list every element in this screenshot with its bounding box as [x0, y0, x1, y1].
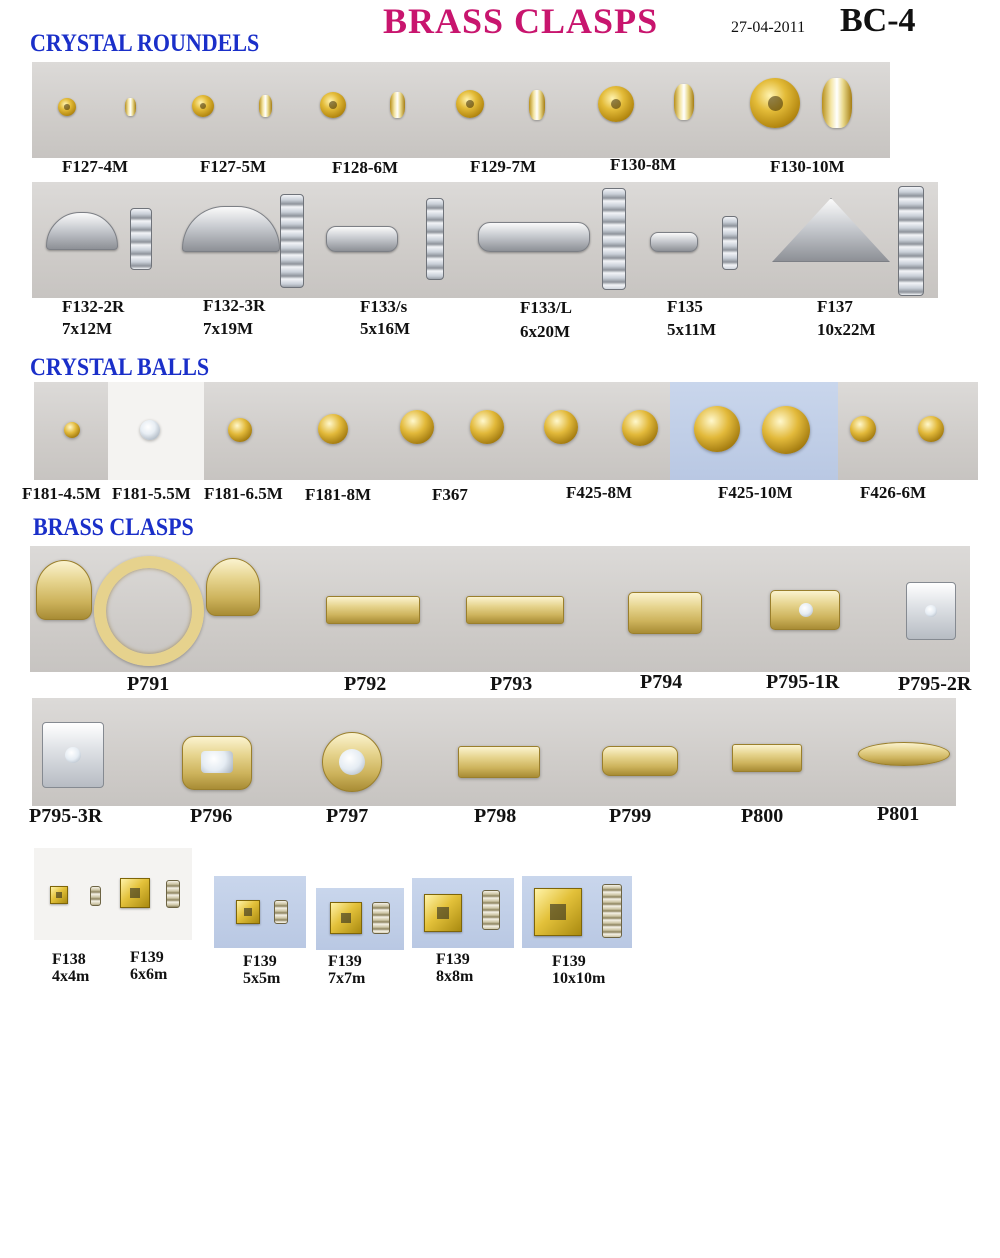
roundel-f127-4m-side-image: [125, 98, 136, 116]
ball-label-6: F425-8M: [566, 483, 633, 502]
square-f139-10x10-side-image: [602, 884, 622, 938]
roundel-f128-6m-image: [320, 92, 346, 118]
square-f139-7x7-image: [330, 902, 362, 934]
roundel-label-4: F129-7M: [470, 157, 537, 176]
clasp-p799-image: [602, 746, 678, 776]
ball-f181-6.5m-image: [228, 418, 252, 442]
square-size-5: 8x8m: [436, 968, 474, 985]
square-f138-side-image: [90, 886, 101, 906]
roundel-label-5: F130-8M: [610, 155, 677, 174]
roundel-label-1: F127-4M: [62, 157, 129, 176]
spacer-code-4: F133/L: [520, 298, 572, 317]
clasps-photo-row1: [30, 546, 970, 672]
spacer-size-3: 5x16M: [360, 319, 411, 338]
roundel-f130-8m-image: [598, 86, 634, 122]
clasp-label-p795-3r: P795-3R: [29, 805, 103, 827]
ball-white-bg: [108, 382, 204, 480]
clasp-p792-image: [326, 596, 420, 624]
ball-label-1: F181-4.5M: [22, 484, 101, 503]
spacer-code-1: F132-2R: [62, 297, 125, 316]
clasp-p793-image: [466, 596, 564, 624]
square-code-5: F139: [436, 951, 470, 968]
squares-photo-3: [316, 888, 404, 950]
spacer-size-2: 7x19M: [203, 319, 254, 338]
ball-f367-image: [400, 410, 434, 444]
spacer-f133l-image: [478, 222, 590, 252]
ball-f425-10m-side-image: [762, 406, 810, 454]
clasp-p797-image: [322, 732, 382, 792]
spacer-f133l-side-image: [602, 188, 626, 290]
ball-f425-8m-side-image: [622, 410, 658, 446]
spacer-f132-3r-side-image: [280, 194, 304, 288]
square-f139-5x5-image: [236, 900, 260, 924]
ball-blue-bg: [670, 382, 838, 480]
spacer-code-2: F132-3R: [203, 296, 266, 315]
clasp-p795-2r-stone: [925, 605, 937, 617]
clasp-p795-3r-image: [42, 722, 104, 788]
clasp-label-p791: P791: [127, 673, 170, 695]
clasp-label-p792: P792: [344, 673, 387, 695]
clasp-label-p798: P798: [474, 805, 517, 827]
section-crystal-roundels: CRYSTAL ROUNDELS: [30, 30, 260, 57]
clasp-label-p799: P799: [609, 805, 652, 827]
ball-label-4: F181-8M: [305, 485, 372, 504]
catalog-code: BC-4: [840, 2, 916, 39]
ball-f426-6m-image: [850, 416, 876, 442]
clasp-p797-stone: [339, 749, 365, 775]
squares-photo-1: [34, 848, 192, 940]
squares-photo-4: [412, 878, 514, 948]
square-size-3: 5x5m: [243, 970, 281, 987]
spacer-f132-2r-image: [46, 212, 118, 250]
clasp-p791-cap-right-image: [206, 558, 260, 616]
square-size-4: 7x7m: [328, 970, 366, 987]
section-brass-clasps: BRASS CLASPS: [33, 514, 194, 541]
section-crystal-balls: CRYSTAL BALLS: [30, 354, 210, 381]
spacers-photo: [32, 182, 938, 298]
square-f139-7x7-side-image: [372, 902, 390, 934]
clasp-p795-2r-image: [906, 582, 956, 640]
square-code-1: F138: [52, 951, 86, 968]
clasp-label-p794: P794: [640, 671, 683, 693]
clasp-label-p793: P793: [490, 673, 533, 695]
squares-photo-5: [522, 876, 632, 948]
spacer-f132-2r-side-image: [130, 208, 152, 270]
spacer-size-1: 7x12M: [62, 319, 113, 338]
ball-label-7: F425-10M: [718, 483, 793, 502]
clasp-p794-image: [628, 592, 702, 634]
square-size-2: 6x6m: [130, 966, 168, 983]
clasp-p795-3r-stone: [65, 747, 81, 763]
clasp-label-p796: P796: [190, 805, 233, 827]
square-size-6: 10x10m: [552, 970, 606, 987]
roundel-f127-5m-side-image: [259, 95, 272, 117]
spacer-f135-side-image: [722, 216, 738, 270]
page-title: BRASS CLASPS: [383, 1, 659, 41]
ball-f425-8m-image: [544, 410, 578, 444]
roundel-f130-10m-side-image: [822, 78, 852, 128]
clasp-p800-image: [732, 744, 802, 772]
square-f139-8x8-image: [424, 894, 462, 932]
clasp-p798-image: [458, 746, 540, 778]
clasp-p796-image: [182, 736, 252, 790]
roundel-f127-4m-image: [58, 98, 76, 116]
square-code-6: F139: [552, 953, 586, 970]
square-code-3: F139: [243, 953, 277, 970]
clasps-photo-row2: [32, 698, 956, 806]
balls-photo: [34, 382, 978, 480]
spacer-f137-side-image: [898, 186, 924, 296]
clasp-p791-ring-image: [94, 556, 204, 666]
clasp-p791-cap-left-image: [36, 560, 92, 620]
square-code-4: F139: [328, 953, 362, 970]
roundel-f129-7m-image: [456, 90, 484, 118]
clasp-label-p795-2r: P795-2R: [898, 673, 972, 695]
clasp-p801-image: [858, 742, 950, 766]
spacer-f133s-side-image: [426, 198, 444, 280]
catalog-date: 27-04-2011: [731, 19, 806, 36]
roundel-f130-10m-image: [750, 78, 800, 128]
spacer-f132-3r-image: [182, 206, 280, 252]
ball-f181-8m-image: [318, 414, 348, 444]
clasp-p795-1r-stone: [799, 603, 813, 617]
spacer-code-6: F137: [817, 297, 853, 316]
spacer-f133s-image: [326, 226, 398, 252]
ball-f425-10m-image: [694, 406, 740, 452]
square-f139-5x5-side-image: [274, 900, 288, 924]
square-f139-6x6-image: [120, 878, 150, 908]
spacer-code-3: F133/s: [360, 297, 408, 316]
roundel-f128-6m-side-image: [390, 92, 405, 118]
roundel-f127-5m-image: [192, 95, 214, 117]
square-size-1: 4x4m: [52, 968, 90, 985]
ball-f181-4.5m-image: [64, 422, 80, 438]
clasp-p796-stone: [201, 751, 233, 773]
ball-f181-5.5m-image: [140, 420, 160, 440]
clasp-label-p797: P797: [326, 805, 369, 827]
square-code-2: F139: [130, 949, 164, 966]
clasp-label-p800: P800: [741, 805, 784, 827]
roundel-label-6: F130-10M: [770, 157, 845, 176]
roundel-f129-7m-side-image: [529, 90, 545, 120]
clasp-label-p795-1r: P795-1R: [766, 671, 840, 693]
ball-label-5: F367: [432, 485, 468, 504]
roundel-f130-8m-side-image: [674, 84, 694, 120]
ball-label-8: F426-6M: [860, 483, 927, 502]
ball-f426-6m-side-image: [918, 416, 944, 442]
ball-f367-side-image: [470, 410, 504, 444]
square-f139-8x8-side-image: [482, 890, 500, 930]
spacer-size-6: 10x22M: [817, 320, 876, 339]
roundels-photo: [32, 62, 890, 158]
spacer-f135-image: [650, 232, 698, 252]
squares-photo-2: [214, 876, 306, 948]
spacer-size-5: 5x11M: [667, 320, 717, 339]
spacer-code-5: F135: [667, 297, 703, 316]
square-f139-10x10-image: [534, 888, 582, 936]
spacer-size-4: 6x20M: [520, 322, 571, 341]
roundel-label-2: F127-5M: [200, 157, 267, 176]
square-f139-6x6-side-image: [166, 880, 180, 908]
clasp-p795-1r-image: [770, 590, 840, 630]
square-f138-image: [50, 886, 68, 904]
roundel-label-3: F128-6M: [332, 158, 399, 177]
clasp-label-p801: P801: [877, 803, 920, 825]
ball-label-2: F181-5.5M: [112, 484, 191, 503]
spacer-f137-image: [772, 198, 890, 262]
ball-label-3: F181-6.5M: [204, 484, 283, 503]
